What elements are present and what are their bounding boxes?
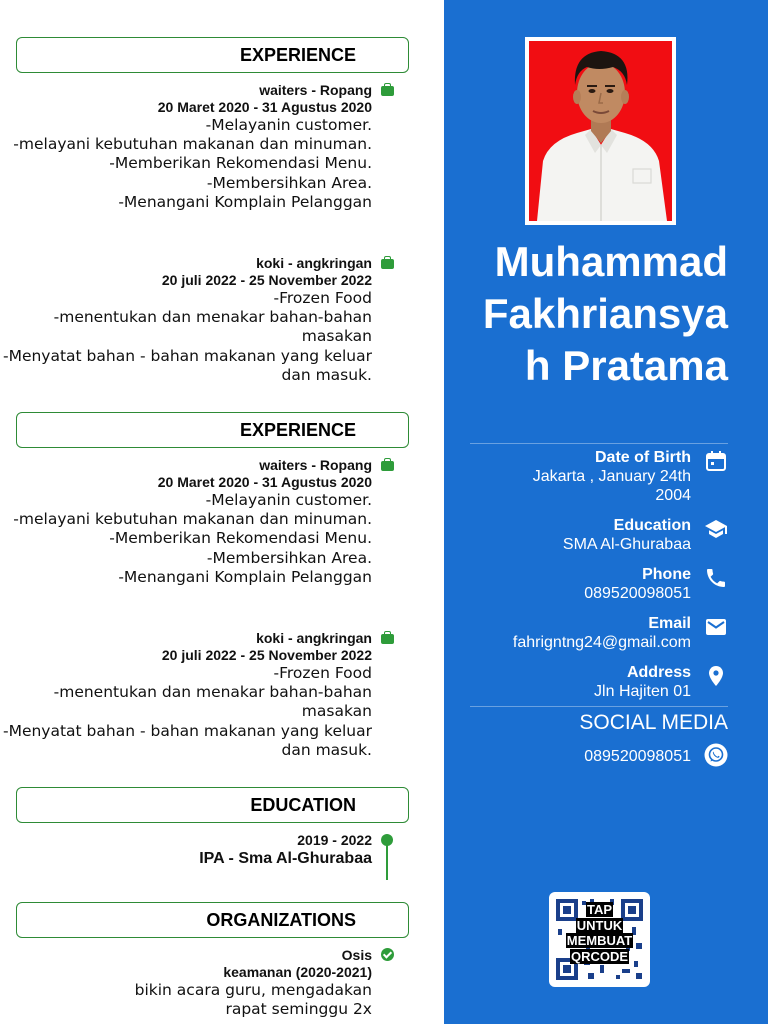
dob-label: Date of Birth (595, 449, 691, 466)
phone-value[interactable]: 089520098051 (584, 585, 691, 602)
graduation-cap-icon (704, 517, 728, 541)
address-value: Jln Hajiten 01 (594, 683, 691, 700)
organization-role: keamanan (2020-2021) (223, 964, 372, 980)
education-block (441, 516, 691, 554)
job-title: koki - angkringan (256, 255, 372, 271)
email-block (441, 614, 691, 652)
briefcase-icon (381, 259, 394, 269)
job-date: 20 juli 2022 - 25 November 2022 (161, 272, 372, 288)
job-description: -Melayanin customer. -melayani kebutuhan makanan dan minuman. -Memberikan Rekomendasi Menu. -Membersihkan Area. -Menangani Komplain Pelanggan (13, 491, 372, 586)
qr-code[interactable] (549, 892, 650, 987)
organization-description: bikin acara guru, mengadakan rapat seminggu 2x (134, 981, 372, 1019)
job-title: waiters - Ropang (259, 82, 372, 98)
email-value[interactable]: fahrigntng24@gmail.com (512, 634, 691, 651)
education-label: Education (613, 517, 691, 534)
job-description: -Melayanin customer. -melayani kebutuhan makanan dan minuman. -Memberikan Rekomendasi Menu. -Membersihkan Area. -Menangani Komplain Pelanggan (13, 116, 372, 211)
profile-name-line: Muhammad (494, 238, 728, 285)
qr-caption-line: QRCODE (570, 948, 629, 964)
qr-caption-line: UNTUK (576, 917, 623, 933)
divider (470, 706, 728, 707)
sidebar (444, 0, 768, 1024)
organization-name: Osis (341, 947, 372, 963)
job-date: 20 juli 2022 - 25 November 2022 (161, 647, 372, 663)
profile-photo (529, 41, 672, 221)
job-date: 20 Maret 2020 - 31 Agustus 2020 (157, 99, 372, 115)
experience-entry (2, 630, 372, 760)
phone-icon (704, 566, 728, 590)
briefcase-icon (381, 461, 394, 471)
dob-value: Jakarta , January 24th 2004 (532, 468, 691, 504)
experience-entry (2, 255, 372, 385)
profile-name-line: Fakhriansya (482, 290, 728, 337)
qr-caption (558, 902, 642, 964)
briefcase-icon (381, 634, 394, 644)
check-circle-icon (381, 948, 394, 961)
job-title: waiters - Ropang (259, 457, 372, 473)
profile-name-line: h Pratama (524, 342, 728, 389)
qr-caption-line: TAP (586, 902, 613, 917)
whatsapp-number[interactable]: 089520098051 (584, 748, 691, 765)
experience-entry (2, 82, 372, 212)
social-media-title: SOCIAL MEDIA (579, 711, 728, 734)
address-label: Address (626, 664, 691, 681)
dob-block (441, 448, 691, 505)
email-label: Email (648, 615, 691, 632)
calendar-icon (704, 449, 728, 473)
job-title: koki - angkringan (256, 630, 372, 646)
briefcase-icon (381, 86, 394, 96)
job-description: -Frozen Food -menentukan dan menakar bahan-bahan masakan -Menyatat bahan - bahan makanan yang keluar dan masuk. (2, 289, 372, 384)
phone-block (441, 565, 691, 603)
education-header (16, 787, 409, 823)
section-title: EDUCATION (250, 795, 356, 815)
education-value: SMA Al-Ghurabaa (562, 536, 691, 553)
education-entry (2, 832, 372, 869)
profile-name (458, 236, 728, 392)
location-pin-icon (704, 664, 728, 688)
whatsapp-icon[interactable] (704, 743, 728, 767)
education-years: 2019 - 2022 (297, 832, 372, 848)
timeline-dot-icon (381, 834, 393, 846)
phone-label: Phone (642, 566, 691, 583)
timeline-line (386, 840, 388, 880)
job-date: 20 Maret 2020 - 31 Agustus 2020 (157, 474, 372, 490)
organizations-header (16, 902, 409, 938)
section-title: ORGANIZATIONS (206, 910, 356, 930)
qr-caption-line: MEMBUAT (566, 933, 633, 948)
mail-icon (704, 615, 728, 639)
education-school: IPA - Sma Al-Ghurabaa (199, 850, 372, 867)
experience-entry (2, 457, 372, 587)
profile-photo-frame (525, 37, 676, 225)
experience-header (16, 37, 409, 73)
job-description: -Frozen Food -menentukan dan menakar bahan-bahan masakan -Menyatat bahan - bahan makanan yang keluar dan masuk. (2, 664, 372, 759)
section-title: EXPERIENCE (239, 45, 356, 65)
organization-entry (2, 947, 372, 1019)
section-title: EXPERIENCE (239, 420, 356, 440)
experience-header (16, 412, 409, 448)
address-block (441, 663, 691, 701)
divider (470, 443, 728, 444)
